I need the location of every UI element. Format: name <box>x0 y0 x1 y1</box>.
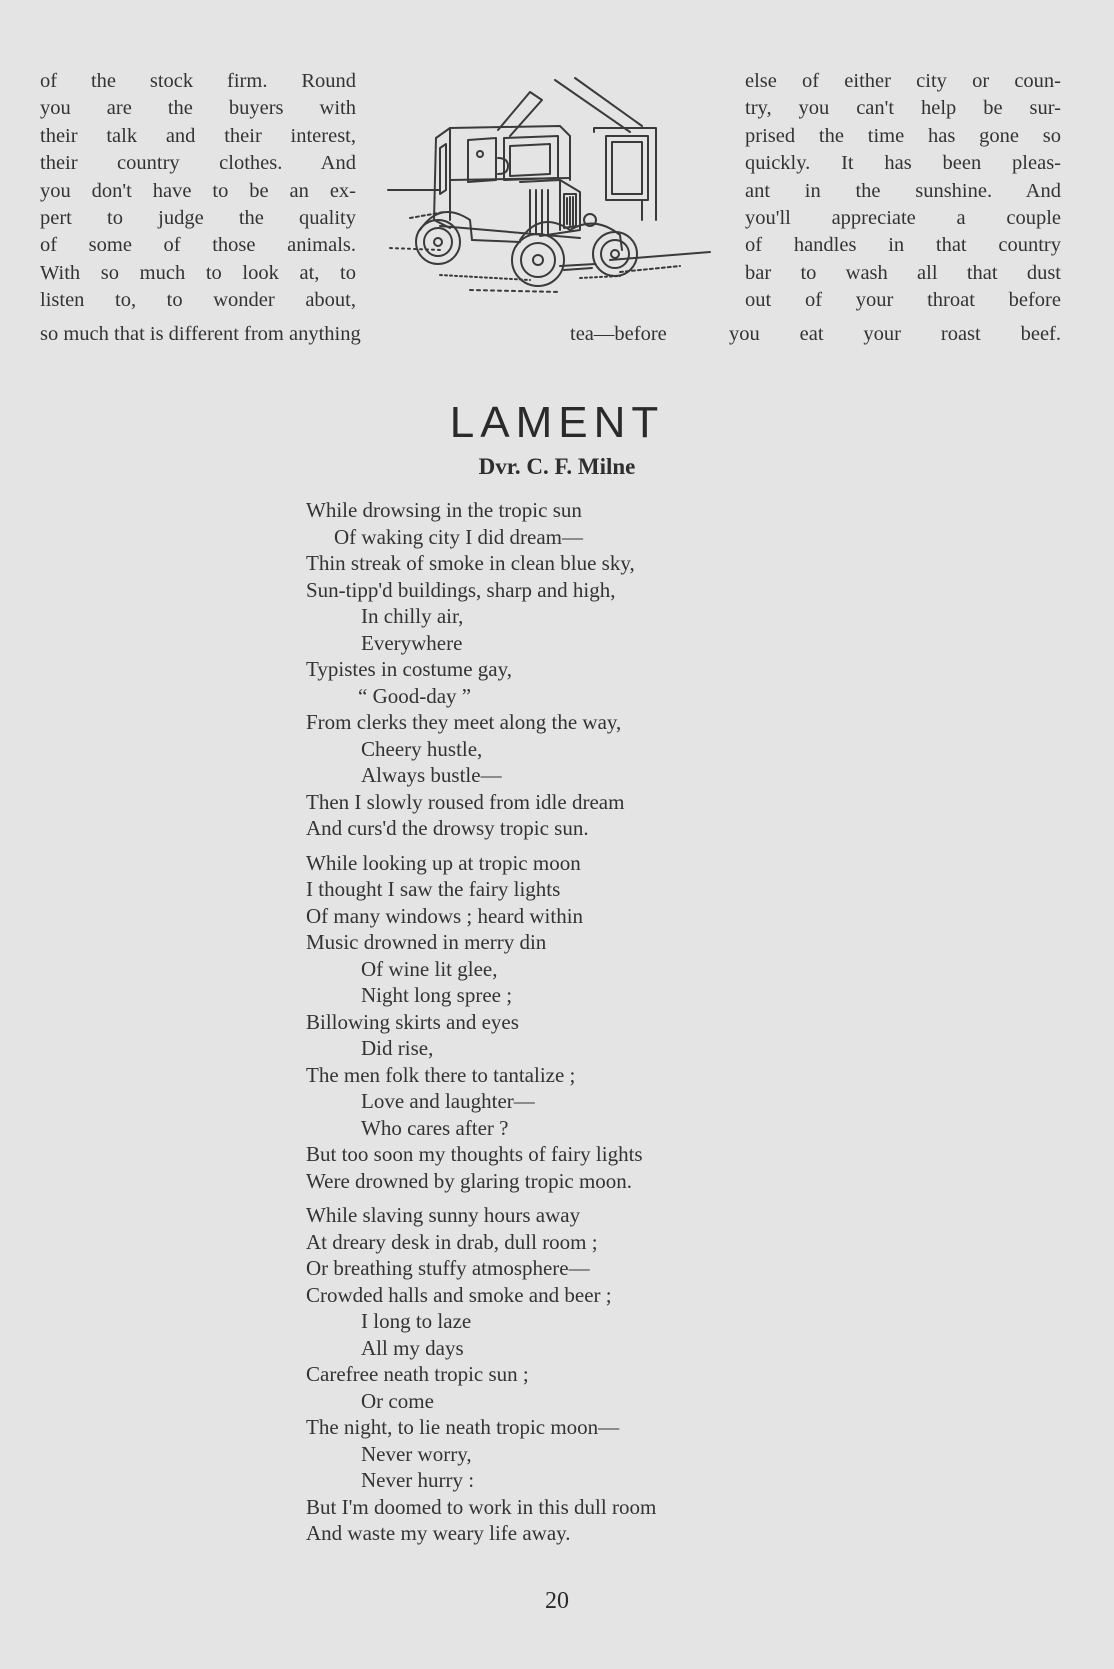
prose-bottom-left: so much that is different from anything <box>40 323 361 345</box>
poem-line: Love and laughter— <box>361 1089 535 1113</box>
poem-line: Then I slowly roused from idle dream <box>306 789 625 814</box>
poem-line: Who cares after ? <box>361 1115 509 1140</box>
poem-line: And waste my weary life away. <box>306 1521 571 1545</box>
poem-line: In chilly air, <box>361 604 464 628</box>
poem-author: Dvr. C. F. Milne <box>478 454 636 479</box>
poem-line: Everywhere <box>361 630 463 655</box>
poem-line: While drowsing in the tropic sun <box>306 498 582 522</box>
poem-stanza-2 <box>306 850 866 1195</box>
poem-line: Or breathing stuffy atmosphere— <box>306 1256 590 1280</box>
prose-line: else of either city or coun- <box>745 70 1061 92</box>
poem-line: While looking up at tropic moon <box>306 850 581 875</box>
prose-line: quickly. It has been pleas- <box>745 152 1061 175</box>
prose-line: you'll appreciate a couple <box>745 206 1061 229</box>
prose-line: try, you can't help be sur- <box>745 97 1061 120</box>
prose-line: bar to wash all that dust <box>745 261 1061 284</box>
prose-line: out of your throat before <box>745 289 1061 312</box>
poem-line: But too soon my thoughts of fairy lights <box>306 1142 643 1166</box>
poem-line: Carefree neath tropic sun ; <box>306 1362 529 1386</box>
prose-bottom-middle: tea—before <box>570 323 667 345</box>
poem-line: I long to laze <box>361 1309 472 1333</box>
poem-line: Crowded halls and smoke and beer ; <box>306 1282 612 1307</box>
poem-line: All my days <box>361 1335 464 1360</box>
poem-line: And curs'd the drowsy tropic sun. <box>306 816 589 840</box>
poem-line: Night long spree ; <box>361 983 513 1007</box>
prose-line: With so much to look at, to <box>40 261 356 284</box>
poem-line: Always bustle— <box>361 763 502 787</box>
poem-line: Music drowned in merry din <box>306 930 547 954</box>
prose-line: of handles in that country <box>745 234 1061 257</box>
prose-left-column <box>40 68 356 315</box>
prose-line: pert to judge the quality <box>40 206 356 229</box>
poem-line: But I'm doomed to work in this dull room <box>306 1494 657 1519</box>
poem-line: Billowing skirts and eyes <box>306 1009 519 1034</box>
poem-line: From clerks they meet along the way, <box>306 710 622 734</box>
prose-line: listen to, to wonder about, <box>40 289 356 312</box>
prose-right-column <box>745 68 1061 315</box>
poem-line: Cheery hustle, <box>361 736 483 761</box>
poem-line: At dreary desk in drab, dull room ; <box>306 1229 598 1254</box>
poem-line: The men folk there to tantalize ; <box>306 1062 576 1087</box>
prose-line: their country clothes. And <box>40 152 356 175</box>
poem-line: Of many windows ; heard within <box>306 903 584 928</box>
poem-line: Were drowned by glaring tropic moon. <box>306 1168 633 1193</box>
prose-line: you are the buyers with <box>40 97 356 120</box>
poem-line: Sun-tipp'd buildings, sharp and high, <box>306 577 616 602</box>
vintage-truck-illustration <box>380 70 720 310</box>
poem-line: Of wine lit glee, <box>361 956 498 981</box>
prose-line: you don't have to be an ex- <box>40 179 356 202</box>
poem-line: Never hurry : <box>361 1468 475 1492</box>
prose-line: their talk and their interest, <box>40 124 356 147</box>
poem-line: The night, to lie neath tropic moon— <box>306 1415 620 1439</box>
poem-stanza-3 <box>306 1202 866 1547</box>
poem-stanza-1 <box>306 497 866 842</box>
poem-title: LAMENT <box>449 398 665 447</box>
poem-line: Did rise, <box>361 1036 434 1060</box>
poem-line: Of waking city I did dream— <box>334 524 584 549</box>
poem-body <box>306 497 866 1555</box>
page-number: 20 <box>545 1588 569 1614</box>
prose-line: ant in the sunshine. And <box>745 179 1061 202</box>
prose-line: of some of those animals. <box>40 234 356 257</box>
prose-bottom-right: you eat your roast beef. <box>729 323 1061 345</box>
poem-line: I thought I saw the fairy lights <box>306 877 561 901</box>
prose-line: of the stock firm. Round <box>40 70 356 92</box>
poem-line: While slaving sunny hours away <box>306 1203 581 1227</box>
poem-line: Typistes in costume gay, <box>306 657 512 681</box>
poem-line: Never worry, <box>361 1441 472 1466</box>
poem-line: “ Good-day ” <box>358 683 472 708</box>
prose-line: prised the time has gone so <box>745 124 1061 147</box>
poem-line: Or come <box>361 1388 434 1413</box>
poem-line: Thin streak of smoke in clean blue sky, <box>306 551 635 575</box>
